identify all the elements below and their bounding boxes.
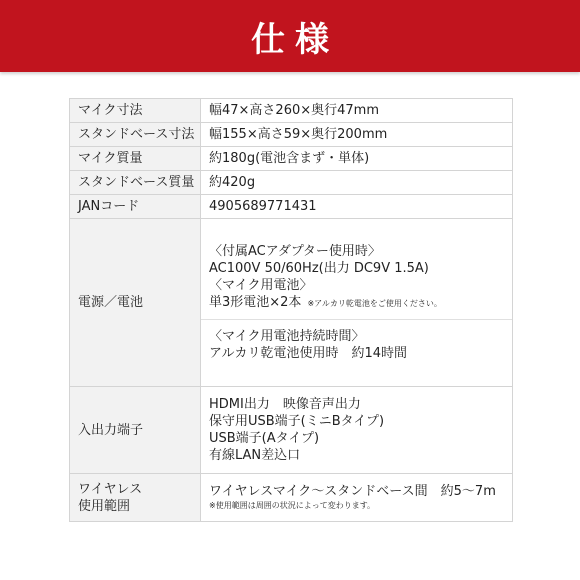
adapter-heading: 〈付属ACアダプター使用時〉: [209, 244, 381, 259]
spec-label: 電源／電池: [70, 219, 201, 387]
duration-value: アルカリ乾電池使用時 約14時間: [209, 346, 408, 361]
table-row: [70, 219, 513, 387]
spec-value-power: [201, 219, 513, 387]
wireless-label-line2: 使用範囲: [78, 498, 131, 514]
spec-value: 幅155×高さ59×奥行200mm: [201, 123, 513, 147]
io-item: 保守用USB端子(ミニBタイプ): [209, 414, 385, 429]
table-row: [70, 147, 513, 171]
spec-label: 入出力端子: [70, 387, 201, 474]
table-row: [70, 99, 513, 123]
adapter-block: [209, 240, 512, 315]
spec-label-wireless: [70, 474, 201, 522]
spec-value: 幅47×高さ260×奥行47mm: [201, 99, 513, 123]
wireless-value: ワイヤレスマイク〜スタンドベース間 約5〜7m: [209, 484, 496, 499]
battery-heading: 〈マイク用電池〉: [209, 278, 313, 293]
duration-block: [201, 319, 512, 365]
spec-label: スタンドベース寸法: [70, 123, 201, 147]
table-row: [70, 474, 513, 522]
spec-value-wireless: [201, 474, 513, 522]
spec-value-io: [201, 387, 513, 474]
adapter-value: AC100V 50/60Hz(出力 DC9V 1.5A): [209, 261, 429, 276]
io-item: HDMI出力 映像音声出力: [209, 397, 361, 412]
spec-table: [69, 98, 513, 522]
spec-label: JANコード: [70, 195, 201, 219]
battery-value: 単3形電池×2本: [209, 295, 302, 310]
table-row: [70, 195, 513, 219]
duration-heading: 〈マイク用電池持続時間〉: [209, 329, 365, 344]
battery-note: ※アルカリ乾電池をご使用ください。: [307, 299, 442, 308]
spec-value: 約180g(電池含まず・単体): [201, 147, 513, 171]
wireless-label-line1: ワイヤレス: [78, 481, 143, 497]
table-row: [70, 123, 513, 147]
spec-label: スタンドベース質量: [70, 171, 201, 195]
spec-label: マイク寸法: [70, 99, 201, 123]
battery-line: [209, 294, 512, 312]
page-title: 仕様: [251, 19, 339, 60]
spec-label: マイク質量: [70, 147, 201, 171]
io-item: 有線LAN差込口: [209, 448, 301, 463]
io-item: USB端子(Aタイプ): [209, 431, 320, 446]
spec-value: 4905689771431: [201, 195, 513, 219]
table-row: [70, 171, 513, 195]
table-row: [70, 387, 513, 474]
header-banner: [0, 0, 580, 72]
wireless-note: ※使用範囲は周囲の状況によって変わります。: [209, 501, 376, 510]
spec-value: 約420g: [201, 171, 513, 195]
